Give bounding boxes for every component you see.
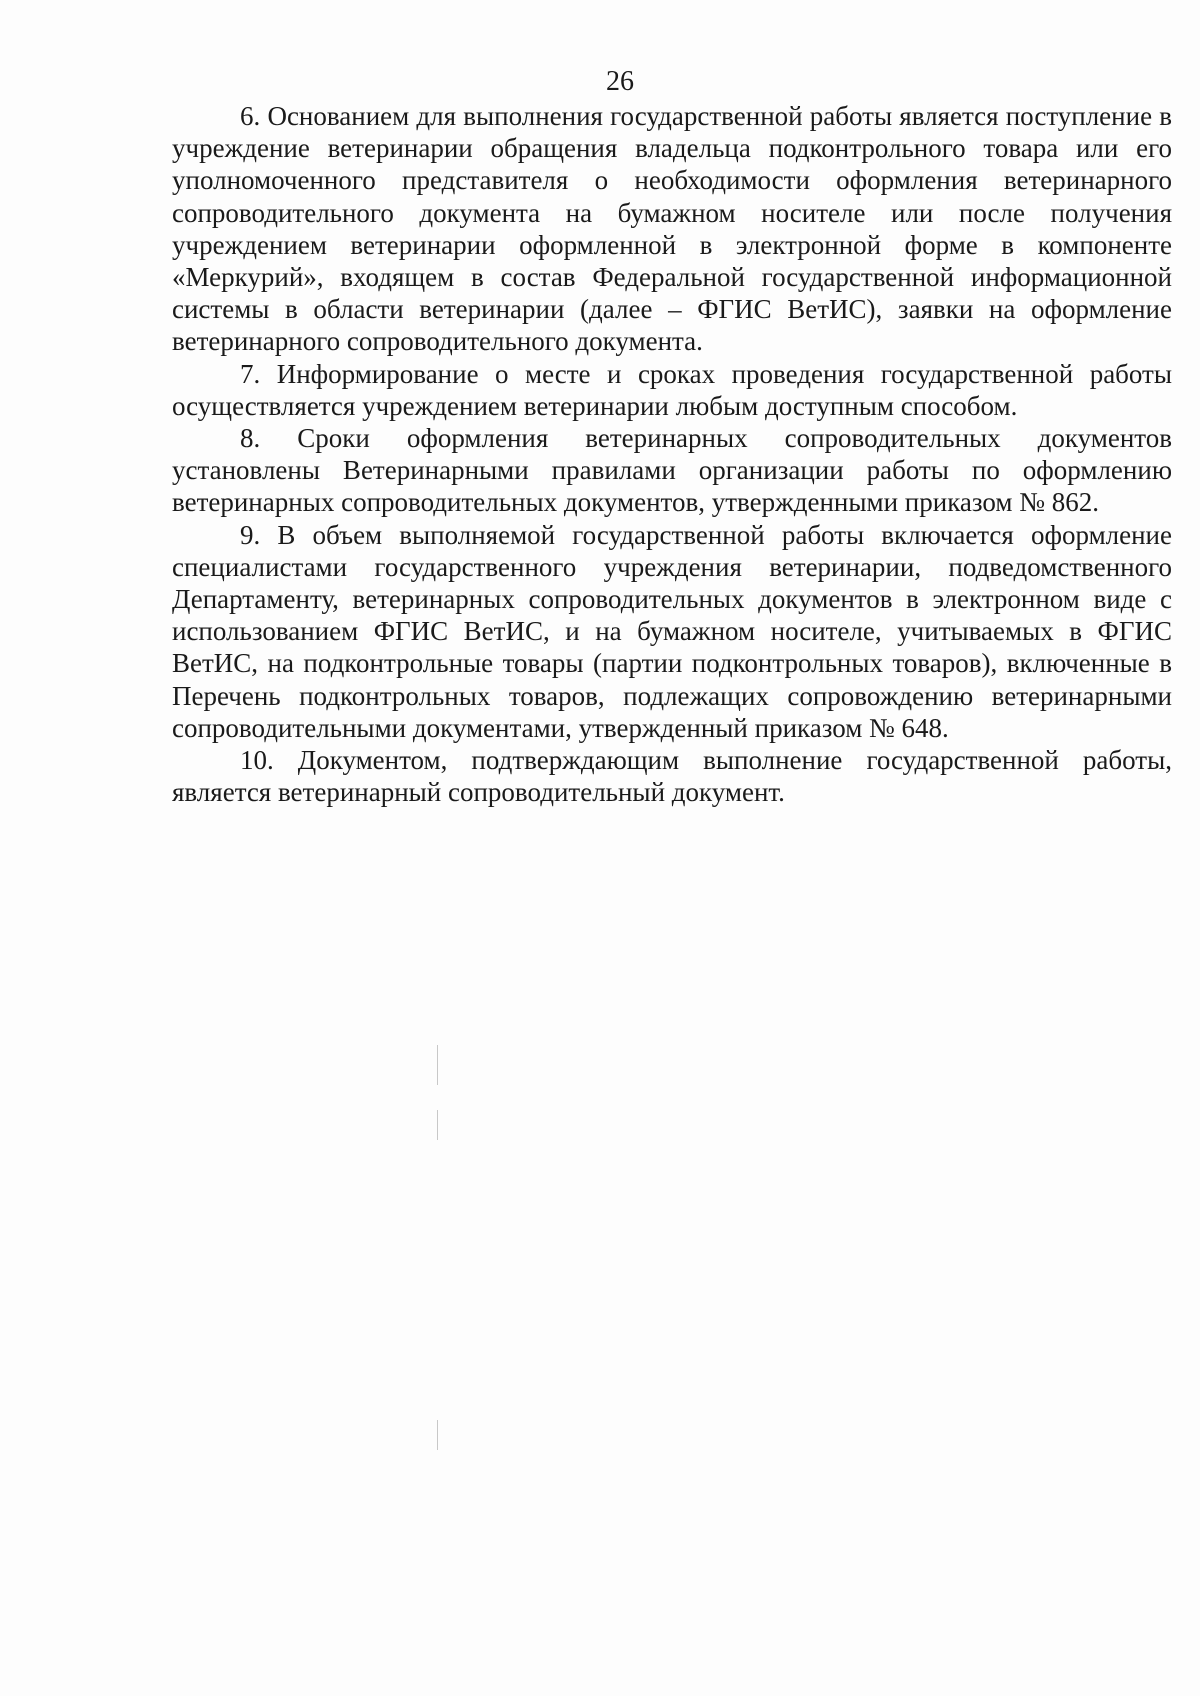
paragraph-9: 9. В объем выполняемой государственной работы включается оформление специалистами государственного учреждения ветеринарии, подведомственного Департаменту, ветеринарных сопроводительных документов в электронном виде с использованием ФГИС ВетИС, и на бумажном носителе, учитываемых в ФГИС ВетИС, на подконтрольные товары (партии подконтрольных товаров), включенные в Перечень подконтрольных товаров, подлежащих сопровождению ветеринарными сопроводительными документами, утвержденный приказом № 648. bbox=[172, 519, 1172, 743]
scan-artifact-line bbox=[437, 1110, 438, 1140]
scan-artifact-line bbox=[437, 1045, 438, 1085]
paragraph-7: 7. Информирование о месте и сроках проведения государственной работы осуществляется учреждением ветеринарии любым доступным способом. bbox=[172, 358, 1172, 421]
document-body bbox=[172, 100, 1172, 808]
paragraph-8: 8. Сроки оформления ветеринарных сопроводительных документов установлены Ветеринарными правилами организации работы по оформлению ветеринарных сопроводительных документов, утвержденными приказом № 862. bbox=[172, 423, 1172, 518]
paragraph-6: 6. Основанием для выполнения государственной работы является поступление в учреждение ветеринарии обращения владельца подконтрольного товара или его уполномоченного представителя о необходимости оформления ветеринарного сопроводительного документа на бумажном носителе или после получения учреждением ветеринарии оформленной в электронной форме в компоненте «Меркурий», входящем в состав Федеральной государственной информационной системы в области ветеринарии (далее – ФГИС ВетИС), заявки на оформление ветеринарного сопроводительного документа. bbox=[172, 101, 1172, 357]
scan-artifact-line bbox=[437, 1420, 438, 1450]
page-number: 26 bbox=[606, 66, 634, 97]
paragraph-10: 10. Документом, подтверждающим выполнение государственной работы, является ветеринарный сопроводительный документ. bbox=[172, 745, 1172, 808]
